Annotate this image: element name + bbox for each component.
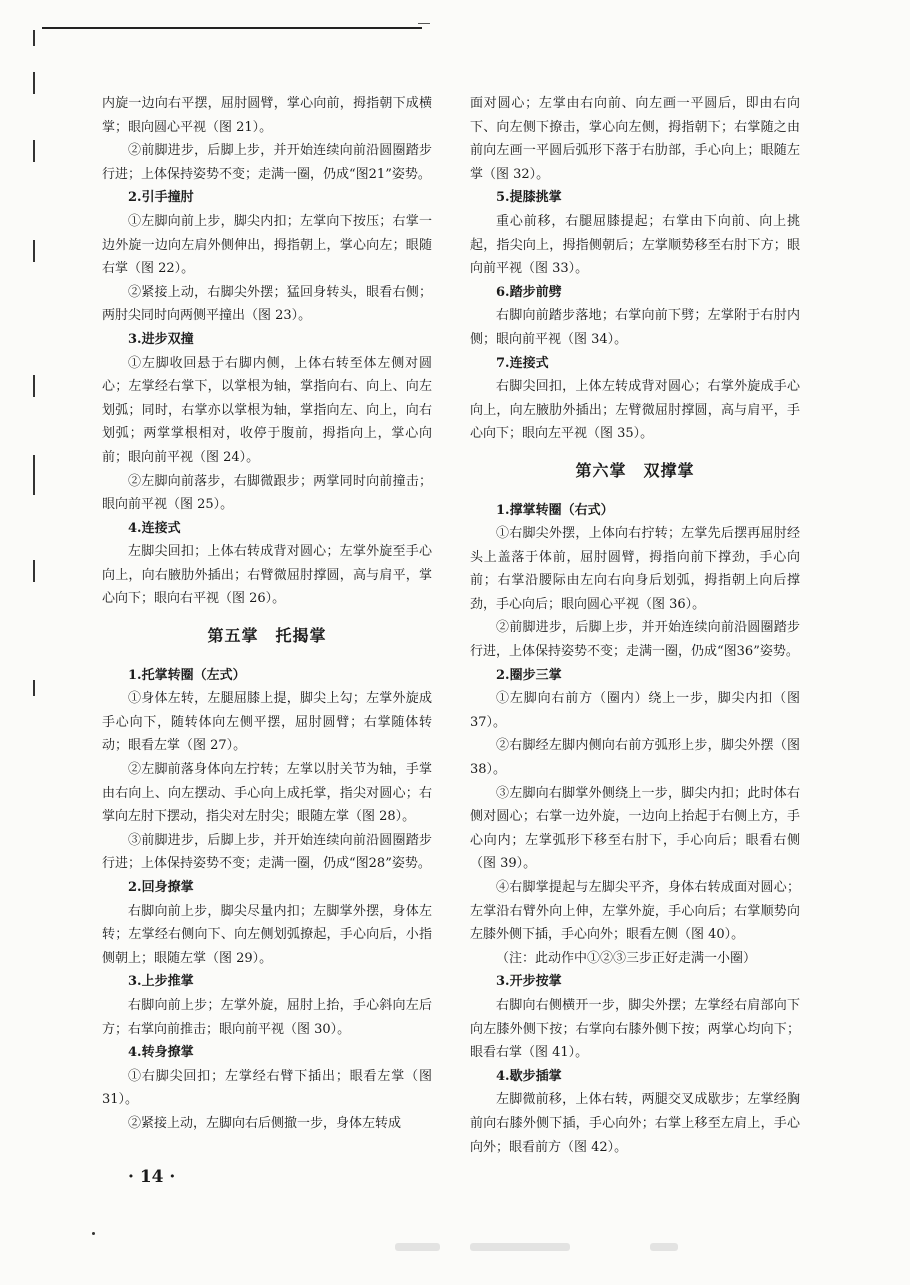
subheading: 7.连接式 — [496, 355, 549, 371]
paragraph: ④右脚掌提起与左脚尖平齐，身体右转成面对圆心；左掌沿右臂外向上伸，左掌外旋，手心向后；右掌顺势向左膝外侧下插，手心向外；眼看左侧（图 40）。 — [470, 880, 800, 943]
paragraph: 面对圆心；左掌由右向前、向左画一平圆后，即由右向下、向左侧下撩击，掌心向左侧，拇指朝下；右掌随之由前向左画一平圆后弧形下落于右肋部，手心向上；眼随左掌（图 32）。 — [470, 96, 800, 182]
header-rule — [42, 27, 422, 29]
paragraph: ②紧接上动，右脚尖外摆；猛回身转头，眼看右侧；两肘尖同时向两侧平撞出（图 23）。 — [102, 284, 432, 324]
left-column — [102, 92, 432, 1136]
scan-dot — [92, 1232, 95, 1235]
subheading: 4.转身撩掌 — [128, 1045, 194, 1061]
paragraph: ②紧接上动，左脚向右后侧撤一步，身体左转成 — [128, 1115, 402, 1131]
paragraph: 右脚尖回扣，上体左转成背对圆心；右掌外旋成手心向上，向左腋肋外插出；左臂微屈肘撑圆，高与肩平，手心向下；眼向左平视（图 35）。 — [470, 379, 800, 442]
binding-mark — [33, 240, 35, 262]
paragraph: ②前脚进步，后脚上步，并开始连续向前沿圆圈踏步行进，上体保持姿势不变；走满一圈，仍成“图36”姿势。 — [470, 620, 800, 660]
paragraph: 右脚向前上步；左掌外旋，屈肘上抬，手心斜向左后方；右掌向前推击；眼向前平视（图 30）。 — [102, 997, 432, 1037]
paragraph: 重心前移，右腿屈膝提起；右掌由下向前、向上挑起，指尖向上，拇指侧朝后；左掌顺势移至右肘下方；眼向前平视（图 33）。 — [470, 213, 800, 277]
subheading: 3.进步双撞 — [128, 331, 194, 347]
paragraph: ①左脚收回悬于右脚内侧，上体右转至体左侧对圆心；左掌经右掌下，以掌根为轴，掌指向右、向上、向左划弧；同时，右掌亦以掌根为轴，掌指向左、向上，向右划弧；两掌掌根相对，收停于腹前，拇指向上，掌心向前；眼向前平视（图 24）。 — [102, 355, 432, 465]
paragraph: （注：此动作中①②③三步正好走满一小圈） — [496, 950, 757, 966]
subheading: 2.圈步三掌 — [496, 667, 562, 683]
subheading: 6.踏步前劈 — [496, 284, 562, 300]
scan-smudge — [470, 1243, 570, 1251]
section-heading: 第五掌 托揭掌 — [207, 626, 327, 646]
right-column — [470, 92, 800, 1159]
paragraph: ③前脚进步，后脚上步，并开始连续向前沿圆圈踏步行进；上体保持姿势不变；走满一圈，仍成“图28”姿势。 — [102, 832, 432, 872]
paragraph: ①身体左转，左腿屈膝上提，脚尖上勾；左掌外旋成手心向下，随转体向左侧平摆，屈肘圆臂；右掌随体转动；眼看左掌（图 27）。 — [102, 691, 432, 754]
paragraph: ②左脚前落身体向左拧转；左掌以肘关节为轴，手掌由右向上、向左摆动、手心向上成托掌，指尖对圆心；右掌向左肘下摆动，指尖对左肘尖；眼随左掌（图 28）。 — [102, 762, 432, 825]
subheading: 2.引手撞肘 — [128, 190, 194, 206]
subheading: 4.连接式 — [128, 520, 181, 536]
subheading: 3.开步按掌 — [496, 974, 562, 990]
section-heading: 第六掌 双撑掌 — [575, 460, 695, 480]
paragraph: ②右脚经左脚内侧向右前方弧形上步，脚尖外摆（图 38）。 — [470, 738, 800, 778]
binding-mark — [33, 455, 35, 495]
subheading: 1.托掌转圈（左式） — [128, 667, 246, 683]
paragraph: 内旋一边向右平摆，屈肘圆臂，掌心向前，拇指朝下成横掌；眼向圆心平视（图 21）。 — [102, 96, 432, 135]
paragraph: ②前脚进步，后脚上步，并开始连续向前沿圆圈踏步行进；上体保持姿势不变；走满一圈，仍成“图21”姿势。 — [102, 143, 432, 182]
binding-mark — [33, 140, 35, 162]
paragraph: 右脚向前上步，脚尖尽量内扣；左脚掌外摆，身体左转；左掌经右侧向下、向左侧划弧撩起，手心向后，小指侧朝上；眼随左掌（图 29）。 — [102, 903, 432, 966]
binding-mark — [33, 30, 35, 46]
paragraph: ①右脚尖回扣；左掌经右臂下插出；眼看左掌（图 31）。 — [102, 1068, 432, 1108]
paragraph: ①左脚向右前方（圈内）绕上一步，脚尖内扣（图 37）。 — [470, 691, 800, 730]
scan-smudge — [395, 1243, 440, 1251]
binding-mark — [33, 375, 35, 397]
binding-mark — [33, 72, 35, 94]
paragraph: 右脚向右侧横开一步，脚尖外摆；左掌经右肩部向下向左膝外侧下按；右掌向右膝外侧下按；两掌心均向下；眼看右掌（图 41）。 — [470, 997, 800, 1061]
header-rule-tail — [418, 23, 430, 24]
paragraph: 右脚向前踏步落地；右掌向前下劈；左掌附于右肘内侧；眼向前平视（图 34）。 — [470, 308, 800, 347]
subheading: 5.提膝挑掌 — [496, 190, 562, 206]
paragraph: ②左脚向前落步，右脚微跟步；两掌同时向前撞击；眼向前平视（图 25）。 — [102, 473, 432, 513]
subheading: 4.歇步插掌 — [496, 1068, 562, 1084]
paragraph: 左脚尖回扣；上体右转成背对圆心；左掌外旋至手心向上，向右腋肋外插出；右臂微屈肘撑圆，高与肩平，掌心向下；眼向右平视（图 26）。 — [102, 544, 432, 607]
paragraph: ①左脚向前上步，脚尖内扣；左掌向下按压；右掌一边外旋一边向左肩外侧伸出，拇指朝上，掌心向左；眼随右掌（图 22）。 — [102, 213, 432, 277]
paragraph: 左脚微前移，上体右转，两腿交叉成歇步；左掌经胸前向右膝外侧下插，手心向外；右掌上移至左肩上，手心向外；眼看前方（图 42）。 — [470, 1092, 800, 1155]
subheading: 2.回身撩掌 — [128, 880, 194, 895]
paragraph: ③左脚向右脚掌外侧绕上一步，脚尖内扣；此时体右侧对圆心；右掌一边外旋，一边向上抬起于右侧上方，手心向内；左掌弧形下移至右肘下，手心向后；眼看右侧（图 39）。 — [470, 785, 800, 872]
paragraph: ①右脚尖外摆，上体向右拧转；左掌先后摆再屈肘经头上盖落于体前，屈肘圆臂，拇指向前下撑劲，手心向前；右掌沿腰际由左向右向身后划弧，拇指朝上向后撑劲，手心向后；眼向圆心平视（图 36）。 — [470, 526, 800, 612]
subheading: 1.撑掌转圈（右式） — [496, 502, 614, 518]
subheading: 3.上步推掌 — [128, 974, 194, 990]
binding-mark — [33, 680, 35, 696]
scan-smudge — [650, 1243, 678, 1251]
page-number: · 14 · — [128, 1167, 176, 1187]
binding-mark — [33, 560, 35, 582]
